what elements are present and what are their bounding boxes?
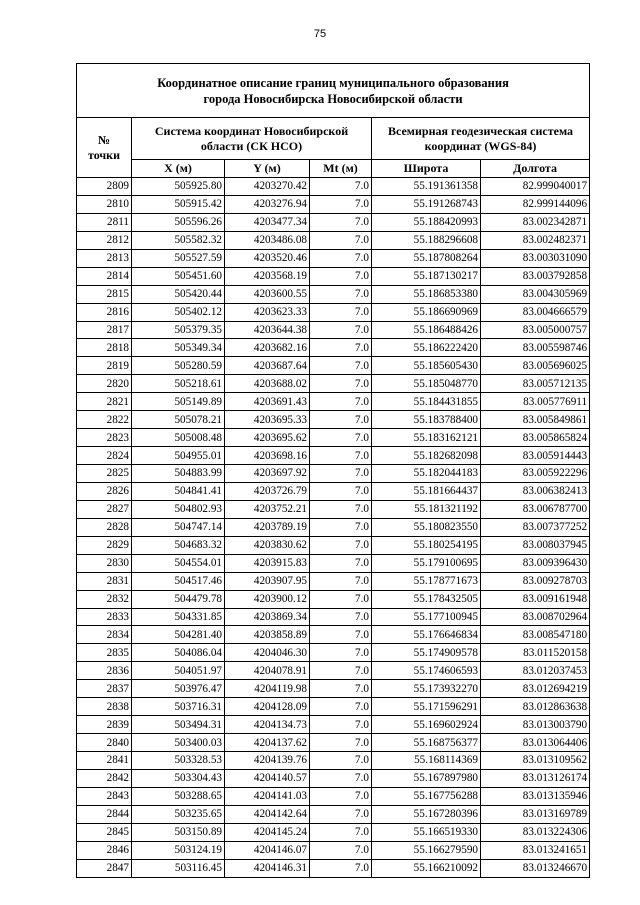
header-y: Y (м) — [225, 160, 310, 178]
mt-cell: 7.0 — [310, 841, 372, 859]
latitude-cell: 55.176646834 — [372, 626, 481, 644]
point-number-cell: 2826 — [77, 482, 132, 500]
point-number-cell: 2817 — [77, 321, 132, 339]
x-cell: 505349.34 — [132, 339, 225, 357]
latitude-cell: 55.180254195 — [372, 536, 481, 554]
header-mt: Mt (м) — [310, 160, 372, 178]
latitude-cell: 55.184431855 — [372, 393, 481, 411]
latitude-cell: 55.186853380 — [372, 285, 481, 303]
y-cell: 4204142.64 — [225, 805, 310, 823]
mt-cell: 7.0 — [310, 285, 372, 303]
latitude-cell: 55.181664437 — [372, 482, 481, 500]
latitude-cell: 55.171596291 — [372, 698, 481, 716]
table-row — [77, 626, 590, 644]
x-cell: 504883.99 — [132, 465, 225, 483]
table-body — [77, 178, 590, 878]
table-row — [77, 734, 590, 752]
y-cell: 4203695.62 — [225, 429, 310, 447]
longitude-cell: 83.009278703 — [481, 572, 590, 590]
latitude-cell: 55.186222420 — [372, 339, 481, 357]
longitude-cell: 83.012037453 — [481, 662, 590, 680]
y-cell: 4204119.98 — [225, 680, 310, 698]
longitude-cell: 82.999144096 — [481, 195, 590, 213]
x-cell: 503150.89 — [132, 823, 225, 841]
mt-cell: 7.0 — [310, 518, 372, 536]
y-cell: 4203869.34 — [225, 608, 310, 626]
longitude-cell: 83.009161948 — [481, 590, 590, 608]
table-title-line-1: Координатное описание границ муниципального образования — [157, 75, 509, 90]
longitude-cell: 83.009396430 — [481, 554, 590, 572]
header-point-number — [77, 118, 132, 178]
latitude-cell: 55.186690969 — [372, 303, 481, 321]
x-cell: 505596.26 — [132, 213, 225, 231]
header-nso-line-1: Система координат Новосибирской — [154, 123, 349, 138]
longitude-cell: 83.006787700 — [481, 500, 590, 518]
mt-cell: 7.0 — [310, 859, 372, 877]
y-cell: 4204145.24 — [225, 823, 310, 841]
longitude-cell: 83.002482371 — [481, 231, 590, 249]
y-cell: 4203830.62 — [225, 536, 310, 554]
table-row — [77, 680, 590, 698]
point-number-cell: 2816 — [77, 303, 132, 321]
longitude-cell: 83.013135946 — [481, 787, 590, 805]
latitude-cell: 55.185605430 — [372, 357, 481, 375]
point-number-cell: 2813 — [77, 249, 132, 267]
x-cell: 505280.59 — [132, 357, 225, 375]
table-row — [77, 321, 590, 339]
y-cell: 4203687.64 — [225, 357, 310, 375]
point-number-cell: 2832 — [77, 590, 132, 608]
x-cell: 503494.31 — [132, 716, 225, 734]
longitude-cell: 82.999040017 — [481, 178, 590, 196]
point-number-cell: 2810 — [77, 195, 132, 213]
longitude-cell: 83.005696025 — [481, 357, 590, 375]
header-wgs-system — [372, 118, 590, 160]
x-cell: 505582.32 — [132, 231, 225, 249]
table-row — [77, 572, 590, 590]
longitude-cell: 83.013064406 — [481, 734, 590, 752]
y-cell: 4203789.19 — [225, 518, 310, 536]
header-nso-line-2: области (СК НСО) — [200, 138, 303, 153]
table-row — [77, 393, 590, 411]
x-cell: 505451.60 — [132, 267, 225, 285]
mt-cell: 7.0 — [310, 823, 372, 841]
table-row — [77, 357, 590, 375]
x-cell: 504747.14 — [132, 518, 225, 536]
point-number-cell: 2822 — [77, 411, 132, 429]
table-row — [77, 249, 590, 267]
x-cell: 503124.19 — [132, 841, 225, 859]
latitude-cell: 55.179100695 — [372, 554, 481, 572]
y-cell: 4204046.30 — [225, 644, 310, 662]
point-number-cell: 2818 — [77, 339, 132, 357]
table-row — [77, 518, 590, 536]
x-cell: 504517.46 — [132, 572, 225, 590]
latitude-cell: 55.186488426 — [372, 321, 481, 339]
mt-cell: 7.0 — [310, 411, 372, 429]
point-number-cell: 2828 — [77, 518, 132, 536]
mt-cell: 7.0 — [310, 321, 372, 339]
y-cell: 4203688.02 — [225, 375, 310, 393]
header-nso-system — [132, 118, 372, 160]
latitude-cell: 55.188296608 — [372, 231, 481, 249]
longitude-cell: 83.006382413 — [481, 482, 590, 500]
x-cell: 504479.78 — [132, 590, 225, 608]
latitude-cell: 55.177100945 — [372, 608, 481, 626]
x-cell: 505008.48 — [132, 429, 225, 447]
latitude-cell: 55.187808264 — [372, 249, 481, 267]
x-cell: 505915.42 — [132, 195, 225, 213]
longitude-cell: 83.007377252 — [481, 518, 590, 536]
coordinates-table — [76, 63, 590, 878]
latitude-cell: 55.191268743 — [372, 195, 481, 213]
point-number-cell: 2846 — [77, 841, 132, 859]
y-cell: 4204078.91 — [225, 662, 310, 680]
table-row — [77, 339, 590, 357]
point-number-cell: 2814 — [77, 267, 132, 285]
latitude-cell: 55.178771673 — [372, 572, 481, 590]
mt-cell: 7.0 — [310, 465, 372, 483]
table-row — [77, 411, 590, 429]
longitude-cell: 83.003792858 — [481, 267, 590, 285]
latitude-cell: 55.173932270 — [372, 680, 481, 698]
longitude-cell: 83.008702964 — [481, 608, 590, 626]
y-cell: 4203623.33 — [225, 303, 310, 321]
latitude-cell: 55.168756377 — [372, 734, 481, 752]
x-cell: 503328.53 — [132, 752, 225, 770]
x-cell: 504554.01 — [132, 554, 225, 572]
x-cell: 505078.21 — [132, 411, 225, 429]
table-row — [77, 805, 590, 823]
longitude-cell: 83.005598746 — [481, 339, 590, 357]
table-row — [77, 429, 590, 447]
latitude-cell: 55.167280396 — [372, 805, 481, 823]
mt-cell: 7.0 — [310, 769, 372, 787]
mt-cell: 7.0 — [310, 590, 372, 608]
longitude-cell: 83.013109562 — [481, 752, 590, 770]
point-number-cell: 2842 — [77, 769, 132, 787]
table-row — [77, 213, 590, 231]
table-row — [77, 841, 590, 859]
mt-cell: 7.0 — [310, 213, 372, 231]
mt-cell: 7.0 — [310, 716, 372, 734]
mt-cell: 7.0 — [310, 608, 372, 626]
y-cell: 4203682.16 — [225, 339, 310, 357]
table-row — [77, 698, 590, 716]
point-number-cell: 2844 — [77, 805, 132, 823]
mt-cell: 7.0 — [310, 195, 372, 213]
table-row — [77, 608, 590, 626]
latitude-cell: 55.185048770 — [372, 375, 481, 393]
table-title-line-2: города Новосибирска Новосибирской области — [203, 91, 463, 106]
table-row — [77, 554, 590, 572]
latitude-cell: 55.166210092 — [372, 859, 481, 877]
table-row — [77, 716, 590, 734]
point-number-cell: 2837 — [77, 680, 132, 698]
latitude-cell: 55.183162121 — [372, 429, 481, 447]
point-number-cell: 2821 — [77, 393, 132, 411]
point-number-cell: 2841 — [77, 752, 132, 770]
x-cell: 504331.85 — [132, 608, 225, 626]
x-cell: 504841.41 — [132, 482, 225, 500]
latitude-cell: 55.169602924 — [372, 716, 481, 734]
latitude-cell: 55.182682098 — [372, 447, 481, 465]
longitude-cell: 83.003031090 — [481, 249, 590, 267]
y-cell: 4204141.03 — [225, 787, 310, 805]
x-cell: 503235.65 — [132, 805, 225, 823]
point-number-cell: 2843 — [77, 787, 132, 805]
mt-cell: 7.0 — [310, 231, 372, 249]
y-cell: 4203695.33 — [225, 411, 310, 429]
y-cell: 4203752.21 — [225, 500, 310, 518]
mt-cell: 7.0 — [310, 249, 372, 267]
mt-cell: 7.0 — [310, 178, 372, 196]
y-cell: 4203698.16 — [225, 447, 310, 465]
x-cell: 505149.89 — [132, 393, 225, 411]
mt-cell: 7.0 — [310, 393, 372, 411]
latitude-cell: 55.182044183 — [372, 465, 481, 483]
table-row — [77, 195, 590, 213]
longitude-cell: 83.013126174 — [481, 769, 590, 787]
table-row — [77, 231, 590, 249]
x-cell: 505420.44 — [132, 285, 225, 303]
table-row — [77, 482, 590, 500]
header-wgs-line-2: координат (WGS-84) — [424, 138, 537, 153]
x-cell: 504683.32 — [132, 536, 225, 554]
x-cell: 505402.12 — [132, 303, 225, 321]
x-cell: 505218.61 — [132, 375, 225, 393]
table-row — [77, 769, 590, 787]
point-number-cell: 2840 — [77, 734, 132, 752]
longitude-cell: 83.004666579 — [481, 303, 590, 321]
latitude-cell: 55.191361358 — [372, 178, 481, 196]
latitude-cell: 55.183788400 — [372, 411, 481, 429]
table-title — [77, 64, 590, 118]
mt-cell: 7.0 — [310, 680, 372, 698]
longitude-cell: 83.008547180 — [481, 626, 590, 644]
x-cell: 505925.80 — [132, 178, 225, 196]
x-cell: 504086.04 — [132, 644, 225, 662]
mt-cell: 7.0 — [310, 662, 372, 680]
mt-cell: 7.0 — [310, 267, 372, 285]
latitude-cell: 55.174909578 — [372, 644, 481, 662]
mt-cell: 7.0 — [310, 572, 372, 590]
point-number-cell: 2820 — [77, 375, 132, 393]
point-number-cell: 2812 — [77, 231, 132, 249]
y-cell: 4203477.34 — [225, 213, 310, 231]
header-wgs-line-1: Всемирная геодезическая система — [388, 123, 574, 138]
y-cell: 4204134.73 — [225, 716, 310, 734]
x-cell: 504802.93 — [132, 500, 225, 518]
longitude-cell: 83.005849861 — [481, 411, 590, 429]
longitude-cell: 83.005922296 — [481, 465, 590, 483]
x-cell: 503116.45 — [132, 859, 225, 877]
longitude-cell: 83.013003790 — [481, 716, 590, 734]
header-latitude: Широта — [372, 160, 481, 178]
table-row — [77, 500, 590, 518]
table-row — [77, 752, 590, 770]
longitude-cell: 83.002342871 — [481, 213, 590, 231]
point-number-cell: 2845 — [77, 823, 132, 841]
x-cell: 504955.01 — [132, 447, 225, 465]
point-number-cell: 2811 — [77, 213, 132, 231]
longitude-cell: 83.012863638 — [481, 698, 590, 716]
table-row — [77, 178, 590, 196]
point-number-cell: 2836 — [77, 662, 132, 680]
longitude-cell: 83.013169789 — [481, 805, 590, 823]
x-cell: 503400.03 — [132, 734, 225, 752]
table-row — [77, 536, 590, 554]
longitude-cell: 83.004305969 — [481, 285, 590, 303]
latitude-cell: 55.166519330 — [372, 823, 481, 841]
y-cell: 4203520.46 — [225, 249, 310, 267]
table-row — [77, 285, 590, 303]
longitude-cell: 83.012694219 — [481, 680, 590, 698]
y-cell: 4203726.79 — [225, 482, 310, 500]
mt-cell: 7.0 — [310, 698, 372, 716]
table-row — [77, 465, 590, 483]
longitude-cell: 83.013246670 — [481, 859, 590, 877]
point-number-cell: 2831 — [77, 572, 132, 590]
longitude-cell: 83.011520158 — [481, 644, 590, 662]
point-number-cell: 2815 — [77, 285, 132, 303]
mt-cell: 7.0 — [310, 339, 372, 357]
latitude-cell: 55.166279590 — [372, 841, 481, 859]
latitude-cell: 55.180823550 — [372, 518, 481, 536]
y-cell: 4203915.83 — [225, 554, 310, 572]
point-number-cell: 2838 — [77, 698, 132, 716]
table-row — [77, 823, 590, 841]
latitude-cell: 55.167897980 — [372, 769, 481, 787]
latitude-cell: 55.174606593 — [372, 662, 481, 680]
x-cell: 503716.31 — [132, 698, 225, 716]
mt-cell: 7.0 — [310, 536, 372, 554]
mt-cell: 7.0 — [310, 626, 372, 644]
mt-cell: 7.0 — [310, 429, 372, 447]
y-cell: 4204140.57 — [225, 769, 310, 787]
latitude-cell: 55.188420993 — [372, 213, 481, 231]
table-row — [77, 787, 590, 805]
mt-cell: 7.0 — [310, 447, 372, 465]
table-row — [77, 303, 590, 321]
header-point-number-symbol: № — [97, 132, 111, 147]
longitude-cell: 83.005712135 — [481, 375, 590, 393]
latitude-cell: 55.168114369 — [372, 752, 481, 770]
longitude-cell: 83.013224306 — [481, 823, 590, 841]
longitude-cell: 83.005000757 — [481, 321, 590, 339]
point-number-cell: 2824 — [77, 447, 132, 465]
mt-cell: 7.0 — [310, 554, 372, 572]
y-cell: 4203486.08 — [225, 231, 310, 249]
mt-cell: 7.0 — [310, 787, 372, 805]
mt-cell: 7.0 — [310, 644, 372, 662]
point-number-cell: 2809 — [77, 178, 132, 196]
point-number-cell: 2823 — [77, 429, 132, 447]
y-cell: 4204146.07 — [225, 841, 310, 859]
mt-cell: 7.0 — [310, 734, 372, 752]
y-cell: 4203858.89 — [225, 626, 310, 644]
latitude-cell: 55.181321192 — [372, 500, 481, 518]
y-cell: 4204139.76 — [225, 752, 310, 770]
longitude-cell: 83.005776911 — [481, 393, 590, 411]
point-number-cell: 2833 — [77, 608, 132, 626]
point-number-cell: 2825 — [77, 465, 132, 483]
y-cell: 4203900.12 — [225, 590, 310, 608]
table-row — [77, 662, 590, 680]
point-number-cell: 2830 — [77, 554, 132, 572]
x-cell: 504281.40 — [132, 626, 225, 644]
table-row — [77, 859, 590, 877]
mt-cell: 7.0 — [310, 303, 372, 321]
y-cell: 4203270.42 — [225, 178, 310, 196]
mt-cell: 7.0 — [310, 752, 372, 770]
longitude-cell: 83.005865824 — [481, 429, 590, 447]
x-cell: 505527.59 — [132, 249, 225, 267]
header-point-number-label: точки — [87, 147, 121, 162]
y-cell: 4203276.94 — [225, 195, 310, 213]
table-row — [77, 447, 590, 465]
latitude-cell: 55.167756288 — [372, 787, 481, 805]
longitude-cell: 83.005914443 — [481, 447, 590, 465]
y-cell: 4204137.62 — [225, 734, 310, 752]
y-cell: 4203568.19 — [225, 267, 310, 285]
mt-cell: 7.0 — [310, 805, 372, 823]
x-cell: 503976.47 — [132, 680, 225, 698]
latitude-cell: 55.187130217 — [372, 267, 481, 285]
latitude-cell: 55.178432505 — [372, 590, 481, 608]
y-cell: 4204146.31 — [225, 859, 310, 877]
x-cell: 504051.97 — [132, 662, 225, 680]
point-number-cell: 2829 — [77, 536, 132, 554]
x-cell: 503304.43 — [132, 769, 225, 787]
y-cell: 4203600.55 — [225, 285, 310, 303]
x-cell: 505379.35 — [132, 321, 225, 339]
mt-cell: 7.0 — [310, 357, 372, 375]
y-cell: 4204128.09 — [225, 698, 310, 716]
point-number-cell: 2839 — [77, 716, 132, 734]
page-number: 75 — [313, 28, 327, 40]
point-number-cell: 2835 — [77, 644, 132, 662]
point-number-cell: 2847 — [77, 859, 132, 877]
table-row — [77, 375, 590, 393]
longitude-cell: 83.013241651 — [481, 841, 590, 859]
y-cell: 4203697.92 — [225, 465, 310, 483]
longitude-cell: 83.008037945 — [481, 536, 590, 554]
header-x: X (м) — [132, 160, 225, 178]
y-cell: 4203907.95 — [225, 572, 310, 590]
mt-cell: 7.0 — [310, 482, 372, 500]
table-row — [77, 267, 590, 285]
point-number-cell: 2834 — [77, 626, 132, 644]
header-longitude: Долгота — [481, 160, 590, 178]
table-row — [77, 590, 590, 608]
point-number-cell: 2827 — [77, 500, 132, 518]
x-cell: 503288.65 — [132, 787, 225, 805]
point-number-cell: 2819 — [77, 357, 132, 375]
y-cell: 4203691.43 — [225, 393, 310, 411]
mt-cell: 7.0 — [310, 500, 372, 518]
y-cell: 4203644.38 — [225, 321, 310, 339]
table-row — [77, 644, 590, 662]
mt-cell: 7.0 — [310, 375, 372, 393]
